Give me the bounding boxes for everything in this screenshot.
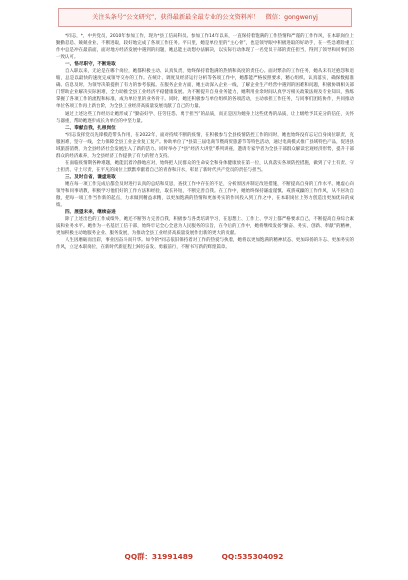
section-1-paragraph-1: 自入职以来，无论是在哪个岗位，她都积极主动、认真负责，始终保持着饱满的热情和高度的责任心。面对繁杂的工作任务，她从未有过抱怨和退缩，总是以最快的速度完成领导交办的工作。在统计、调度及经济运行分析等各项工作中，她都能严格按照要求，精心组织、认真落实，确保数据准确、信息及时，为领导决策提供了有力的参考依据。在服务企业方面，她主动深入企业一线，了解企业生产经营中遇到的困难和问题，积极协调相关部门帮助企业解决实际困难，全力助推全县工业经济平稳健康发展。为不断提升自身业务能力，她利用业余时间认真学习相关政策法规及专业知识，熟练掌握了各项工作的流程和标准，成为单位里的业务骨干。同时，她还积极参与单位组织的各项活动，主动承担工作任务，与同事们团结协作，共同推动单位各项工作再上新台阶，为全县工业经济高质量发展贡献了自己的力量。 bbox=[56, 69, 354, 110]
section-1-paragraph-2: 通过上述这些工作经历让她形成了“勤奋好学、任劳任怨、勇于担当”的品质，而正是因为她身上这些优秀的品质，让上级给予其充分的信任，关怀与器重，帮助她逐步成长为单位的中坚力量。 bbox=[56, 111, 354, 124]
section-2-paragraph-2: 在面临疫情期各种难题，她能沉着冷静地应对，始终把人民群众的生命安全和身体健康放在第一位，认真落实各项防控措施，做到了守土有责、守土担责、守土尽责，在平凡的岗位上默默奉献着自己的青春和汗水，彰显了新时代共产党员的责任与担当。 bbox=[56, 160, 354, 173]
section-3-heading: 三、及时自省，谦虚进取 bbox=[65, 174, 116, 180]
document-body bbox=[56, 33, 354, 251]
section-1-heading: 一、恪尽职守，不断进取 bbox=[65, 62, 116, 68]
section-4-heading: 四、展望未来，继续奋进 bbox=[65, 210, 116, 216]
qq-group-label: QQ群：31991489 bbox=[124, 552, 194, 561]
contact-footer bbox=[0, 551, 408, 563]
section-4-paragraph-2: 人生因磨砺而出彩，事业因奋斗而升华。如今的*同志依旧保持着对工作的热爱与执着，她将以更加饱满的精神状态、更加昂扬的斗志、更加务实的作风，立足本职岗位，在新时代新征程上踔厉奋发、勇毅前行，不断书写新的辉煌篇章。 bbox=[56, 238, 354, 251]
section-2-heading: 二、奉献自我，扎根岗位 bbox=[65, 125, 116, 131]
intro-paragraph: *同志，*，中共党员，2010年参加工作，现为*县工信局科员。参加工作14年以来，一直保持着饱满的工作热情和严谨的工作作风，在本职岗位上勤勤恳恳、兢兢业业、不断进取，较好地完成了各项工作任务。平日里，她是单位里的“主心骨”，也是领导眼中积极进取的好助手，在一些急难险重工作中总是冲在最前面，面对地方经济发展中遇到的问题，她总能主动想办法解决，以实际行动体现了一名党员干部的责任担当，得到了领导和同事们的一致认可。 bbox=[56, 34, 354, 61]
section-3-paragraph-1: 她在每一项工作完成后都会及时进行认真的总结和反思，查找工作中存在的不足，分析原因并制定改进措施，不断提高自身的工作水平。她虚心向领导和同事请教，积极学习他们好的工作方法和经验，取长补短，不断完善自我。在工作中，她始终保持谦虚谨慎、戒骄戒躁的工作作风，从不居功自傲，把每一项工作当作新的起点，力求做到精益求精，以更加饱满的热情和更加务实的作风投入到工作之中，在本职岗位上努力创造出更加优异的成绩。 bbox=[56, 181, 354, 209]
section-4-paragraph-1: 除了上述出色的工作成绩外，她还不断努力完善自我，积极参与各类培训学习，在思想上、工作上、学习上都严格要求自己，不断提高自身综合素质和业务水平。她作为一名基层工信干部，始终牢记全心全意为人民服务的宗旨，在今后的工作中，她将继续发扬“勤奋、务实、创新、奉献”的精神，更加积极主动地服务企业、服务发展，为推动全县工业经济高质量发展作出新的更大的贡献。 bbox=[56, 217, 354, 237]
qq-label: QQ:535304092 bbox=[221, 552, 284, 561]
section-2-paragraph-1: *同志发挥党员先锋模范带头作用，在2022年，面对持续不断的疫情，在积极参与全县疫情防控工作的同时，她也始终没有忘记自身岗位职责，克服困难，坚守一线，全力保障全县工业企业复工复产。协助单位了*县第三届电商节暨商贸旅游节等特色活动，通过电商模式推广县域特色产品，促进县域旅游消费，为全县经济社会发展注入了新的活力。同时举办了*县“经济大讲堂”系列讲座，邀请专家学者为全县干部群众解读宏观经济形势，提升干部群众的经济素养，为全县经济工作提供了有力的智力支持。 bbox=[56, 132, 354, 159]
promo-banner: 关注头条号“公文研究”，获得最新最全最专业的公文资料库！ 微信：gongwenyj bbox=[58, 8, 352, 27]
